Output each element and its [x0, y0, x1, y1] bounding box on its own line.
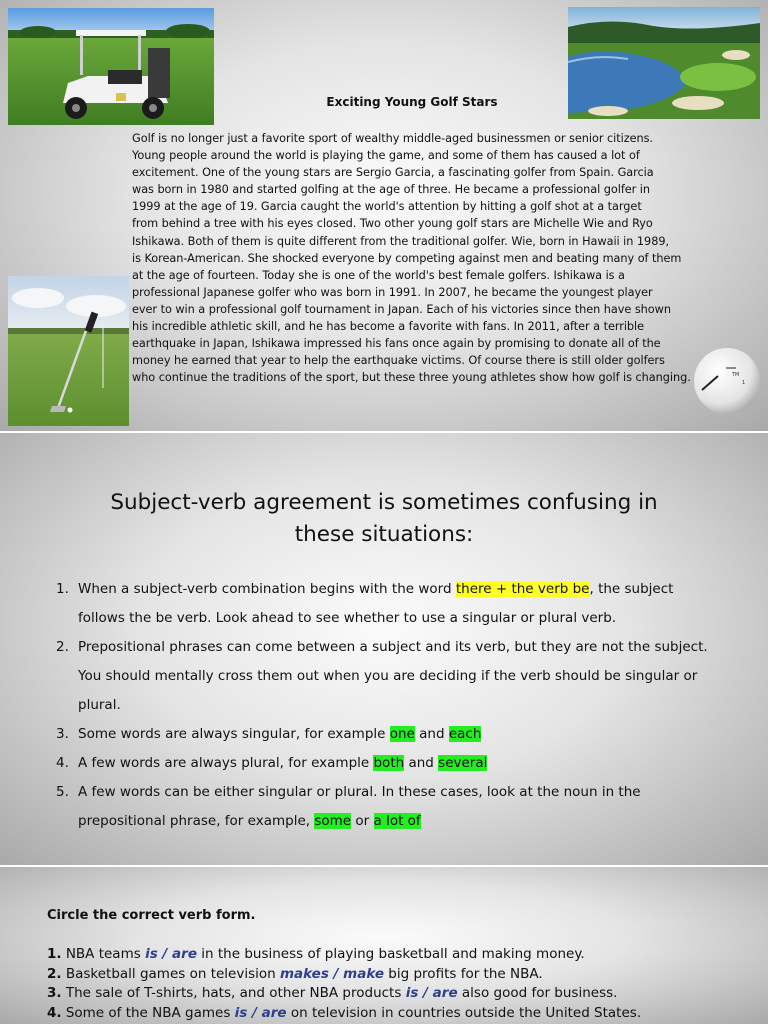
article-line: from behind a tree with his eyes closed. Two other young golf stars are Michelle Wie and Ryo: [132, 217, 653, 231]
rule-text: , the subject follows the be verb. Look ahead to see whether to use a singular or plural verb.: [78, 581, 674, 626]
exercise-item: [47, 945, 641, 965]
rule-highlight: a lot of: [373, 813, 421, 829]
exercise-title: Circle the correct verb form.: [47, 908, 256, 923]
question-number: 1.: [47, 946, 62, 962]
question-number: 2.: [47, 965, 62, 982]
article-body: [132, 130, 692, 386]
article-title: Exciting Young Golf Stars: [326, 95, 498, 109]
question-text: The sale of T-shirts, hats, and other NBA products: [61, 985, 406, 1001]
article-line: at the age of fourteen. Today she is one of the world's best female golfers. Ishikawa is a: [132, 268, 625, 282]
rule-highlight: one: [389, 726, 415, 742]
rule-text: A few words can be either singular or plural. In these cases, look at the noun in the prepositional phrase, for example,: [78, 784, 641, 829]
rule-highlight: each: [448, 726, 482, 742]
rule-text: and: [404, 755, 439, 771]
article-line: earthquake in Japan, Ishikawa impressed his fans once again by promising to donate all of the: [132, 337, 661, 351]
exercise-item: [47, 1004, 641, 1024]
rules-heading-line: Subject-verb agreement is sometimes confusing in: [110, 490, 658, 515]
question-text: in the business of playing basketball and making money.: [196, 946, 585, 962]
rule-item: [53, 778, 713, 836]
question-number: 4.: [47, 1004, 62, 1021]
rule-text: A few words are always plural, for example: [78, 755, 374, 771]
rule-number: 1.: [56, 581, 69, 597]
slide-article: [0, 0, 768, 431]
article-line: was born in 1980 and started golfing at the age of three. He became a professional golfer in: [132, 183, 651, 197]
verb-options[interactable]: is / are: [234, 1004, 287, 1021]
svg-text:1: 1: [742, 380, 746, 386]
slide-exercise: [0, 867, 768, 1024]
rule-text: and: [414, 726, 449, 742]
article-line: ever to win a professional golf tournament in Japan. Each of his victories since then have shown: [132, 302, 671, 316]
rules-heading-line: these situations:: [294, 522, 474, 547]
slide-rules: [0, 433, 768, 865]
rule-text: Prepositional phrases can come between a subject and its verb, but they are not the subject. You should mentally cross them out when you are deciding if the verb should be singular or plural.: [78, 639, 708, 713]
rule-number: 2.: [56, 639, 69, 655]
article-line: Ishikawa. Both of them is quite different from the traditional golfer. Wie, born in Hawaii in 1989,: [132, 234, 670, 248]
golf-cart-image: [8, 8, 214, 125]
rule-highlight: there + the verb be: [455, 581, 590, 597]
article-line: 1999 at the age of 19. Garcia caught the world's attention by hitting a golf shot at a target: [132, 200, 642, 214]
golf-course-lake-image: [568, 7, 760, 119]
article-line: excitement. One of the young stars are Sergio Garcia, a fascinating golfer from Spain. Garcia: [132, 166, 654, 180]
rule-text: Some words are always singular, for example: [78, 726, 390, 742]
rule-highlight: both: [373, 755, 405, 771]
rule-highlight: some: [314, 813, 352, 829]
article-line: Golf is no longer just a favorite sport of wealthy middle-aged businessmen or senior citizens.: [132, 132, 653, 145]
question-number: 3.: [47, 985, 62, 1001]
question-text: NBA teams: [61, 946, 146, 962]
question-text: Basketball games on television: [61, 965, 280, 982]
rule-text: or: [351, 813, 374, 829]
article-line: is Korean-American. She shocked everyone by competing against men and beating many of them: [132, 251, 682, 265]
question-text: also good for business.: [457, 985, 618, 1001]
verb-options[interactable]: is / are: [145, 946, 197, 962]
article-line: professional Japanese golfer who was born in 1991. In 2007, he became the youngest player: [132, 285, 653, 299]
rule-text: When a subject-verb combination begins with the word: [78, 581, 456, 597]
golf-club-image: [8, 276, 129, 426]
rule-item: [53, 633, 713, 720]
rule-number: 5.: [56, 784, 69, 800]
article-line: his incredible athletic skill, and he has become a favorite with fans. In 2011, after a terrible: [132, 320, 645, 334]
verb-options[interactable]: makes / make: [279, 965, 385, 982]
rules-heading: [60, 487, 708, 551]
exercise-list: [47, 945, 641, 1023]
verb-options[interactable]: is / are: [405, 985, 458, 1001]
question-text: on television in countries outside the United States.: [286, 1004, 642, 1021]
golf-ball-image: [692, 346, 762, 416]
rule-number: 4.: [56, 755, 69, 771]
article-line: money he earned that year to help the earthquake victims. Of course there is still older golfers: [132, 354, 665, 368]
rule-item: [53, 749, 713, 778]
article-line: who continue the traditions of the sport, but these three young athletes show how golf is changing.: [132, 371, 691, 385]
rule-highlight: several: [438, 755, 488, 771]
exercise-item: [47, 965, 641, 985]
rules-list: [53, 575, 713, 836]
svg-text:TM: TM: [732, 372, 740, 378]
rule-item: [53, 575, 713, 633]
article-line: Young people around the world is playing the game, and some of them has caused a lot of: [132, 149, 640, 163]
rule-number: 3.: [56, 726, 69, 742]
rule-item: [53, 720, 713, 749]
exercise-item: [47, 984, 641, 1004]
question-text: Some of the NBA games: [61, 1004, 235, 1021]
question-text: big profits for the NBA.: [384, 965, 543, 982]
